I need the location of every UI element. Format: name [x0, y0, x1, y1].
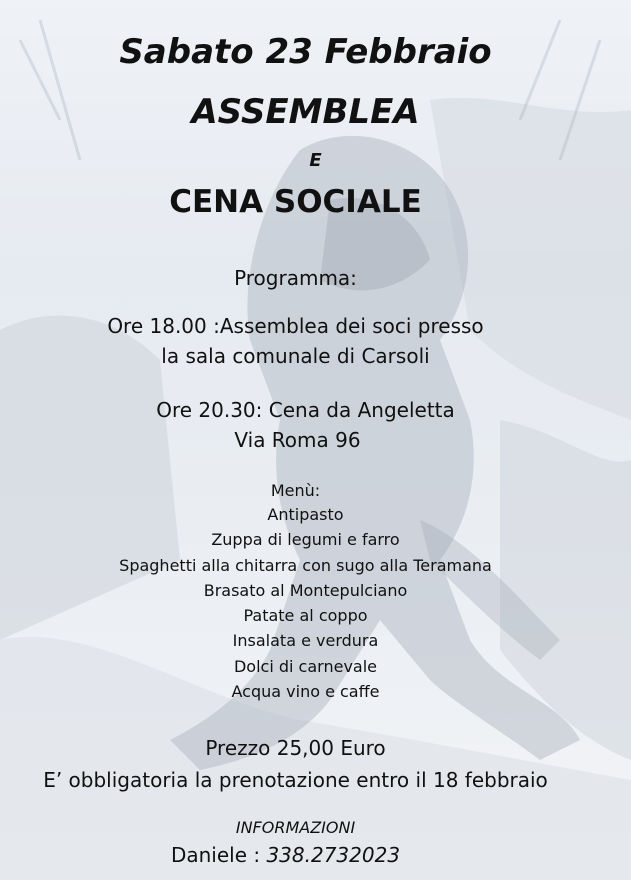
contact-line	[0, 843, 601, 867]
menu-item: Patate al coppo	[243, 606, 368, 626]
event-title-dinner: CENA SOCIALE	[169, 184, 422, 220]
program-line-2: la sala comunale di Carsoli	[161, 344, 430, 368]
contact-name: Daniele :	[170, 843, 267, 867]
event-title-assembly: ASSEMBLEA	[191, 92, 420, 132]
program-line-4: Via Roma 96	[234, 428, 361, 452]
info-title: INFORMAZIONI	[235, 818, 356, 837]
menu-item: Spaghetti alla chitarra con sugo alla Teramana	[119, 555, 492, 575]
menu-item: Brasato al Montepulciano	[203, 580, 408, 600]
booking-notice: E’ obbligatoria la prenotazione entro il 18 febbraio	[43, 768, 548, 792]
menu-list	[0, 505, 611, 707]
event-date: Sabato 23 Febbraio	[119, 32, 492, 72]
program-line-3: Ore 20.30: Cena da Angeletta	[156, 398, 455, 422]
menu-item: Acqua vino e caffe	[231, 682, 380, 702]
program-line-1: Ore 18.00 :Assemblea dei soci presso	[107, 314, 484, 338]
contact-phone: 338.2732023	[266, 843, 401, 867]
price-text: Prezzo 25,00 Euro	[205, 736, 386, 760]
program-title: Programma:	[234, 266, 357, 290]
event-conjunction: E	[309, 150, 322, 171]
menu-item: Insalata e verdura	[232, 631, 379, 651]
menu-item: Antipasto	[267, 505, 344, 524]
menu-title: Menù:	[270, 481, 321, 500]
menu-item: Zuppa di legumi e farro	[211, 530, 400, 550]
menu-item: Dolci di carnevale	[233, 656, 377, 676]
